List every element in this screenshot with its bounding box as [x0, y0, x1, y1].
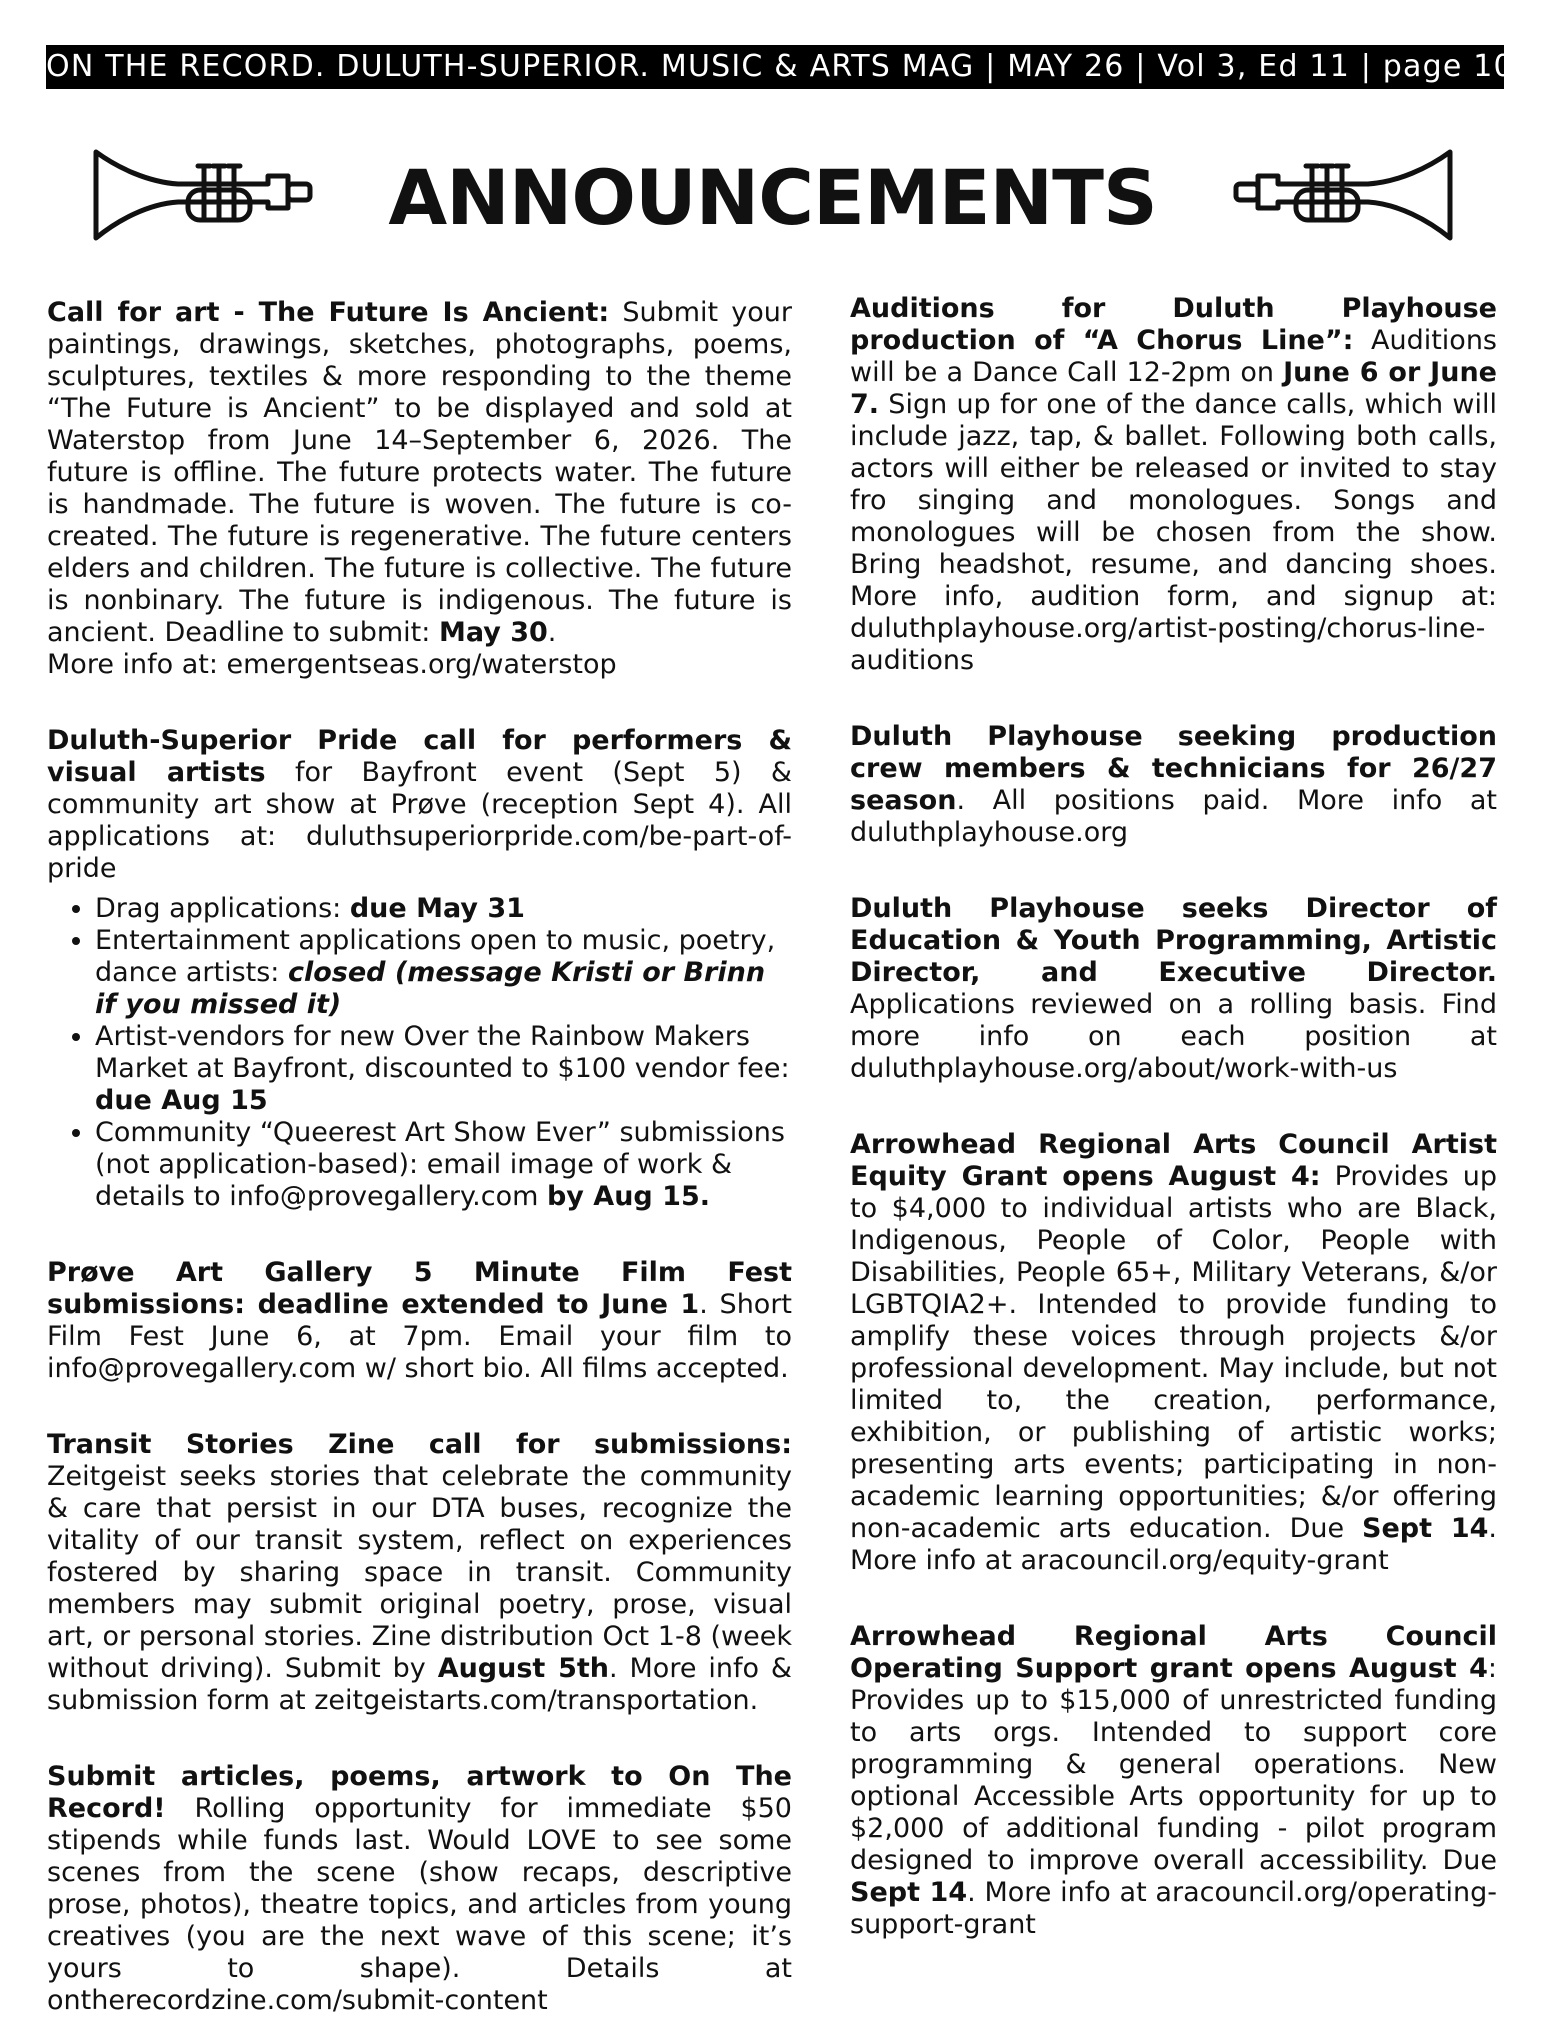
pride-bullet-list [47, 893, 792, 1213]
announcement-heading: Submit articles, poems, artwork to On The Record! [47, 1761, 792, 1824]
announcement-heading: Auditions for Duluth Playhouse production of “A Chorus Line”: [850, 293, 1497, 356]
list-item [95, 1021, 792, 1117]
announcement-body: . Short Film Fest June 6, at 7pm. Email your film to info@provegallery.com w/ short bio. All films accepted. [47, 1289, 793, 1384]
list-item [95, 925, 792, 1021]
announcement-body-end: . More info at aracouncil.org/operating-support-grant [850, 1877, 1498, 1940]
announcement-operating-support-grant [850, 1621, 1497, 1941]
audition-dates: June 6 or June 7. [850, 357, 1497, 420]
bullet-text: Entertainment applications open to music, poetry, dance artists: [95, 925, 776, 988]
announcement-body: Sign up for one of the dance calls, which will include jazz, tap, & ballet. Following both calls, actors will either be released or invited to stay fro singing and monologues. Songs and monologues will be chosen from the show. Bring headshot, resume, and dancing shoes. More info, audition form, and signup at: duluthplayhouse.org/artist-posting/chorus-line-auditions [850, 389, 1497, 676]
punctuation: . [547, 617, 557, 648]
right-column [850, 293, 1497, 1941]
deadline: Sept 14 [1362, 1513, 1489, 1544]
announcement-body: : Provides up to $15,000 of unrestricted funding to arts orgs. Intended to support core programming & general operations. New optional Accessible Arts opportunity for up to $2,000 of additional funding - pilot program designed to improve overall accessibility. Due [850, 1653, 1497, 1876]
announcement-heading: Transit Stories Zine call for submissions: [47, 1429, 792, 1460]
bullet-deadline: by Aug 15. [546, 1181, 710, 1212]
announcement-heading: Prøve Art Gallery 5 Minute Film Fest submissions: deadline extended to June 1 [47, 1257, 792, 1320]
announcement-body: Zeitgeist seeks stories that celebrate the community & care that persist in our DTA buses, recognize the vitality of our transit system, reflect on experiences fostered by sharing space in transit. Community members may submit original poetry, prose, visual art, or personal stories. Zine distribution Oct 1-8 (week without driving). Submit by [47, 1461, 792, 1684]
announcement-heading: Duluth-Superior Pride call for performers & visual artists [47, 725, 792, 788]
announcement-film-fest [47, 1257, 792, 1385]
bullet-text: Community “Queerest Art Show Ever” submissions (not application-based): email image of work & details to info@provegallery.com [95, 1117, 785, 1212]
announcement-heading: Duluth Playhouse seeking production crew members & technicians for 26/27 season [850, 721, 1497, 816]
bullet-deadline: due Aug 15 [95, 1085, 268, 1116]
page-title: ANNOUNCEMENTS [388, 153, 1157, 242]
trumpet-icon [1228, 140, 1458, 250]
announcement-production-crew [850, 721, 1497, 849]
announcement-body: Applications reviewed on a rolling basis. Find more info on each position at duluthplayhouse.org/about/work-with-us [850, 989, 1497, 1084]
announcement-body-end: . More info & submission form at zeitgeistarts.com/transportation. [47, 1653, 792, 1716]
page-header-banner: ON THE RECORD. DULUTH-SUPERIOR. MUSIC & ARTS MAG | MAY 26 | Vol 3, Ed 11 | page 10 [46, 45, 1504, 89]
bullet-deadline: due May 31 [349, 893, 525, 924]
announcement-submit-articles [47, 1761, 792, 2017]
deadline: Sept 14 [850, 1877, 968, 1908]
announcement-pride [47, 725, 792, 885]
announcement-body: . All positions paid. More info at duluthplayhouse.org [850, 785, 1497, 848]
announcement-transit-zine [47, 1429, 792, 1717]
left-column [47, 297, 792, 2017]
announcement-body: Auditions will be a Dance Call 12-2pm on [850, 325, 1498, 388]
announcement-equity-grant [850, 1129, 1497, 1577]
announcement-body: Rolling opportunity for immediate $50 stipends while funds last. Would LOVE to see some scenes from the scene (show recaps, descriptive prose, photos), theatre topics, and articles from young creatives (you are the next wave of this scene; it’s yours to shape). Details at ontherecordzine.com/submit-content [47, 1793, 792, 2016]
bullet-status: closed (message Kristi or Brinn if you missed it) [95, 957, 766, 1020]
list-item [95, 1117, 792, 1213]
announcement-body-end: . More info at aracouncil.org/equity-grant [850, 1513, 1497, 1576]
bullet-text: Artist-vendors for new Over the Rainbow Makers Market at Bayfront, discounted to $100 vendor fee: [95, 1021, 790, 1084]
deadline: May 30 [438, 617, 548, 648]
announcement-body: Submit your paintings, drawings, sketches, photographs, poems, sculptures, textiles & more responding to the theme “The Future is Ancient” to be displayed and sold at Waterstop from June 14–September 6, 2026. The future is offline. The future protects water. The future is handmade. The future is woven. The future is co-created. The future is regenerative. The future centers elders and children. The future is collective. The future is nonbinary. The future is indigenous. The future is ancient. Deadline to submit: [47, 297, 792, 648]
list-item [95, 893, 792, 925]
announcement-heading: Duluth Playhouse seeks Director of Education & Youth Programming, Artistic Director, and Executive Director. [850, 893, 1497, 988]
announcement-heading: Arrowhead Regional Arts Council Artist Equity Grant opens August 4: [850, 1129, 1497, 1192]
deadline: August 5th [437, 1653, 609, 1684]
announcement-heading: Call for art - The Future Is Ancient: [47, 297, 610, 328]
announcement-body: for Bayfront event (Sept 5) & community art show at Prøve (reception Sept 4). All applications at: duluthsuperiorpride.com/be-part-of-pride [47, 757, 792, 884]
bullet-text: Drag applications: [95, 893, 350, 924]
announcement-future-ancient [47, 297, 792, 681]
announcement-chorus-line-auditions [850, 293, 1497, 677]
announcement-heading: Arrowhead Regional Arts Council Operating Support grant opens August 4 [850, 1621, 1497, 1684]
announcement-body: Provides up to $4,000 to individual artists who are Black, Indigenous, People of Color, People with Disabilities, People 65+, Military Veterans, &/or LGBTQIA2+. Intended to provide funding to amplify these voices through projects &/or professional development. May include, but not limited to, the creation, performance, exhibition, or publishing of artistic works; presenting arts events; participating in non-academic learning opportunities; &/or offering non-academic arts education. Due [850, 1161, 1498, 1544]
info-link: More info at: emergentseas.org/waterstop [47, 649, 617, 680]
announcement-director-positions [850, 893, 1497, 1085]
